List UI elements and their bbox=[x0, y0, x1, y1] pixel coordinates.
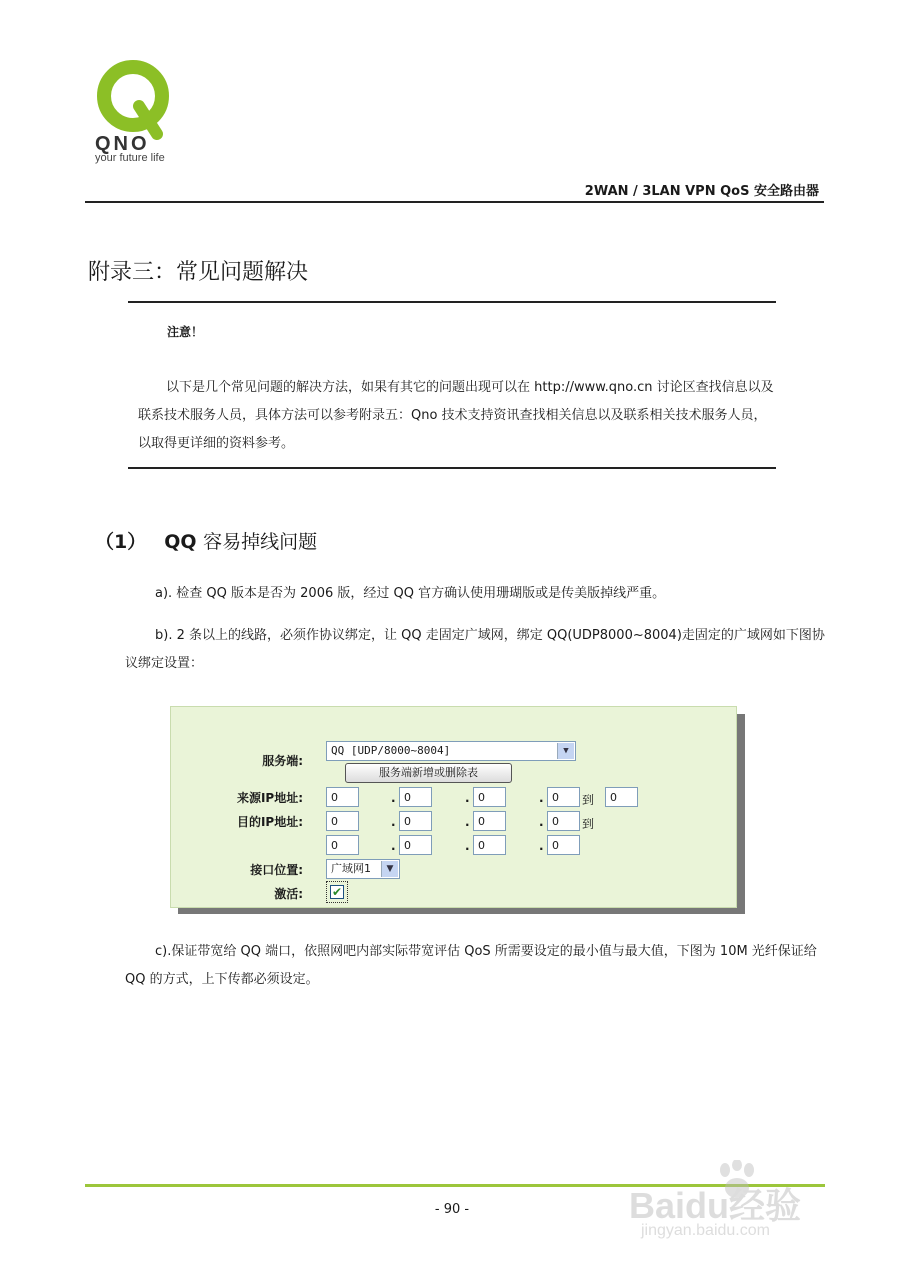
enable-label: 激活: bbox=[274, 887, 303, 901]
source-ip-octet-1[interactable]: 0 bbox=[326, 787, 359, 807]
dest-ip-end-octet-1[interactable]: 0 bbox=[326, 835, 359, 855]
note-bottom-divider bbox=[128, 467, 776, 469]
dest-ip-label: 目的IP地址: bbox=[236, 815, 303, 829]
source-ip-label: 来源IP地址: bbox=[236, 791, 303, 805]
enable-checkbox[interactable] bbox=[326, 881, 348, 903]
service-select[interactable] bbox=[326, 741, 576, 761]
section-title-text: 容易掉线问题 bbox=[203, 531, 318, 553]
protocol-binding-screenshot bbox=[170, 706, 737, 908]
note-label: 注意！ bbox=[167, 325, 204, 339]
chevron-down-icon: ▼ bbox=[557, 743, 574, 759]
to-label: 到 bbox=[582, 817, 595, 831]
svg-text:QNO: QNO bbox=[95, 133, 150, 155]
service-select-value: QQ [UDP/8000~8004] bbox=[331, 744, 451, 757]
dest-ip-end-octet-2[interactable]: 0 bbox=[399, 835, 432, 855]
ip-dot: . bbox=[391, 839, 396, 853]
paragraph-b-text: b). 2 条以上的线路，必须作协议绑定，让 QQ 走固定广域网，绑定 QQ(UDP8000~8004)走固定的广域网如下图协议绑定设置： bbox=[125, 628, 825, 671]
page-number: - 90 - bbox=[434, 1202, 470, 1217]
chevron-down-icon: ▼ bbox=[381, 861, 398, 877]
header-divider bbox=[85, 201, 824, 203]
dest-ip-end-octet-4[interactable]: 0 bbox=[547, 835, 580, 855]
paragraph-a: a). 检查 QQ 版本是否为 2006 版，经过 QQ 官方确认使用珊瑚版或是传美版掉线严重。 bbox=[155, 586, 666, 601]
source-ip-octet-3[interactable]: 0 bbox=[473, 787, 506, 807]
section-heading bbox=[95, 527, 317, 554]
ip-dot: . bbox=[465, 839, 470, 853]
section-title-bold: QQ bbox=[164, 531, 197, 553]
to-label: 到 bbox=[582, 793, 595, 807]
document-header-title: 2WAN / 3LAN VPN QoS 安全路由器 bbox=[584, 184, 819, 199]
ip-dot: . bbox=[539, 791, 544, 805]
paragraph-c bbox=[125, 938, 825, 994]
note-paragraph: 以下是几个常见问题的解决方法，如果有其它的问题出现可以在 http://www.qno.cn 讨论区查找信息以及联系技术服务人员，具体方法可以参考附录五：Qno 技术支持资讯查找相关信息以及联系相关技术服务人员，以取得更详细的资料参考。 bbox=[138, 380, 774, 451]
source-ip-octet-2[interactable]: 0 bbox=[399, 787, 432, 807]
dest-ip-octet-2[interactable]: 0 bbox=[399, 811, 432, 831]
source-ip-end[interactable]: 0 bbox=[605, 787, 638, 807]
section-number: （1） bbox=[95, 531, 147, 553]
source-ip-octet-4[interactable]: 0 bbox=[547, 787, 580, 807]
dest-ip-octet-4[interactable]: 0 bbox=[547, 811, 580, 831]
ip-dot: . bbox=[391, 791, 396, 805]
note-top-divider bbox=[128, 301, 776, 303]
service-label: 服务端: bbox=[262, 754, 303, 768]
dest-ip-end-octet-3[interactable]: 0 bbox=[473, 835, 506, 855]
interface-select[interactable] bbox=[326, 859, 400, 879]
ip-dot: . bbox=[539, 839, 544, 853]
checkmark-icon: ✔ bbox=[331, 885, 343, 899]
note-text bbox=[138, 374, 778, 458]
baidu-watermark bbox=[629, 1160, 849, 1244]
paragraph-b bbox=[125, 622, 825, 678]
watermark-brand: Baidu经验 bbox=[629, 1185, 802, 1226]
logo-tagline: your future life bbox=[95, 152, 165, 164]
interface-select-value: 广域网1 bbox=[331, 862, 371, 875]
service-table-button[interactable]: 服务端新增或删除表 bbox=[345, 763, 512, 783]
ip-dot: . bbox=[465, 815, 470, 829]
ip-dot: . bbox=[391, 815, 396, 829]
ip-dot: . bbox=[465, 791, 470, 805]
paragraph-c-text: c).保证带宽给 QQ 端口，依照网吧内部实际带宽评估 QoS 所需要设定的最小值与最大值，下图为 10M 光纤保证给 QQ 的方式，上下传都必须设定。 bbox=[125, 944, 817, 987]
dest-ip-octet-1[interactable]: 0 bbox=[326, 811, 359, 831]
watermark-url: jingyan.baidu.com bbox=[641, 1222, 770, 1239]
dest-ip-octet-3[interactable]: 0 bbox=[473, 811, 506, 831]
ip-dot: . bbox=[539, 815, 544, 829]
appendix-title: 附录三：常见问题解决 bbox=[88, 260, 309, 285]
interface-label: 接口位置: bbox=[250, 863, 303, 877]
